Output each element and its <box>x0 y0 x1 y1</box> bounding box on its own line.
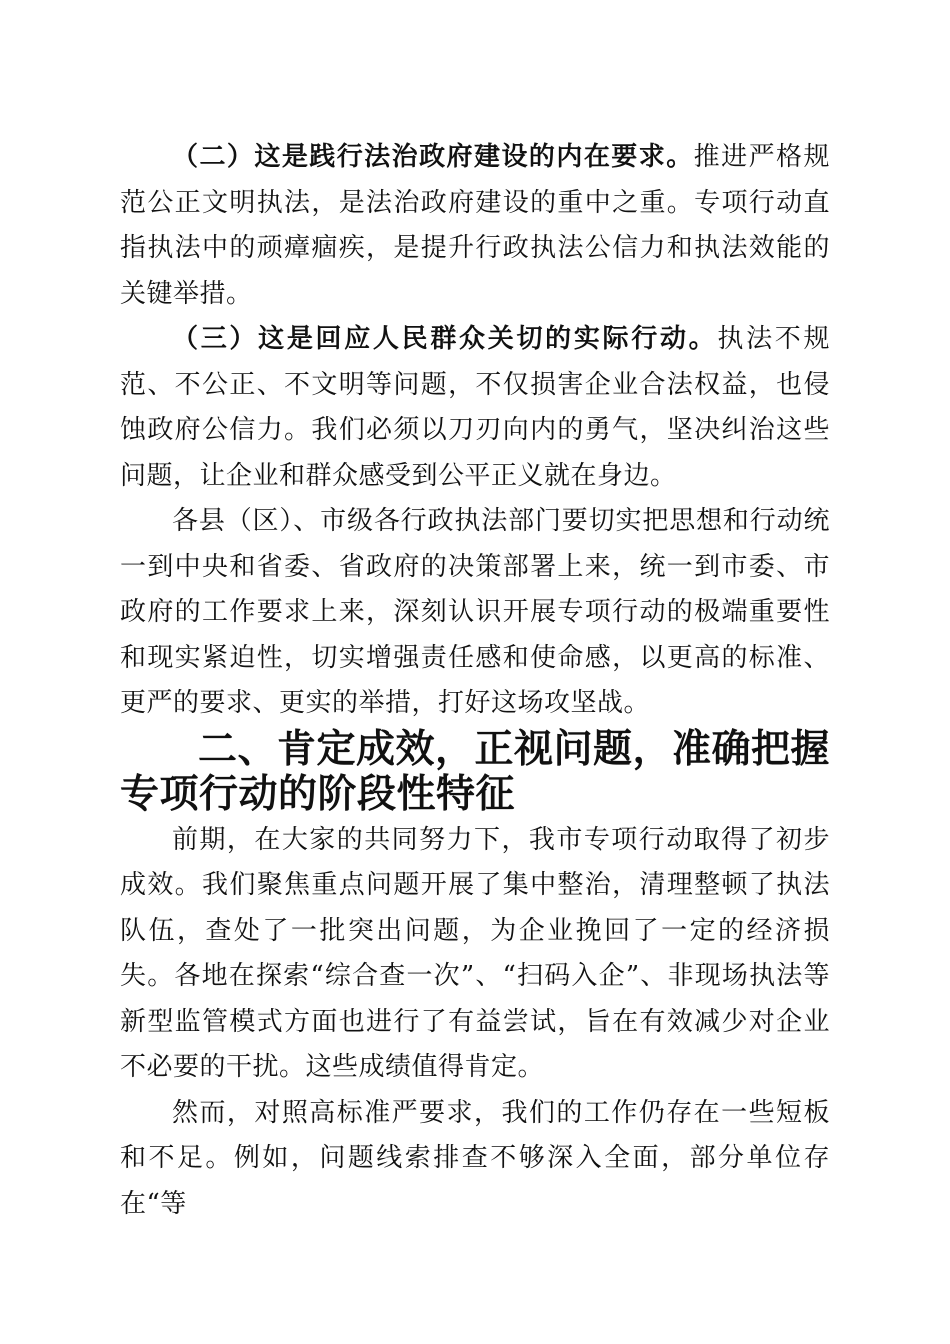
document-page <box>120 135 830 1227</box>
paragraph-body: 推进严格规范公正文明执法，是法治政府建设的重中之重。专项行动直指执法中的顽瘴痼疾，是提升行政执法公信力和执法效能的关键举措。 <box>120 142 830 309</box>
paragraph: 然而，对照高标准严要求，我们的工作仍存在一些短板和不足。例如，问题线索排查不够深入全面，部分单位存在“等 <box>120 1097 830 1219</box>
paragraph: 前期，在大家的共同努力下，我市专项行动取得了初步成效。我们聚焦重点问题开展了集中整治，清理整顿了执法队伍，查处了一批突出问题，为企业挽回了一定的经济损失。各地在探索“综合查一次”、“扫码入企”、非现场执法等新型监管模式方面也进行了有益尝试，旨在有效减少对企业不必要的干扰。这些成绩值得肯定。 <box>120 824 830 1082</box>
paragraph-lead: （三）这是回应人民群众关切的实际行动。 <box>172 324 718 354</box>
paragraph-body: 执法不规范、不公正、不文明等问题，不仅损害企业合法权益，也侵蚀政府公信力。我们必须以刀刃向内的勇气，坚决纠治这些问题，让企业和群众感受到公平正义就在身边。 <box>120 324 830 491</box>
paragraph-lead: （二）这是践行法治政府建设的内在要求。 <box>172 142 694 172</box>
paragraph <box>120 317 830 499</box>
section-heading: 二、肯定成效，正视问题，准确把握专项行动的阶段性特征 <box>120 726 831 817</box>
paragraph <box>120 135 830 317</box>
paragraph: 各县（区）、市级各行政执法部门要切实把思想和行动统一到中央和省委、省政府的决策部署上来，统一到市委、市政府的工作要求上来，深刻认识开展专项行动的极端重要性和现实紧迫性，切实增强责任感和使命感，以更高的标准、更严的要求、更实的举措，打好这场攻坚战。 <box>120 506 830 718</box>
